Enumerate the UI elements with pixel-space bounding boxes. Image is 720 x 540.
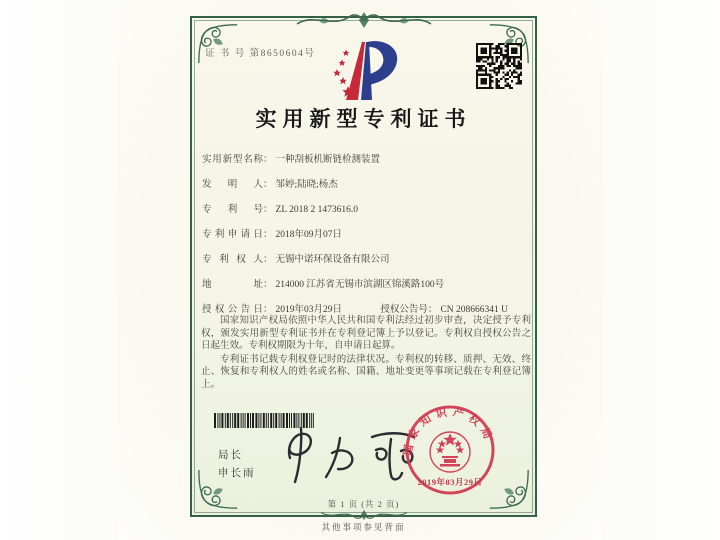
legal-paragraph: 专利证书记载专利权登记时的法律状况。专利权的转移、质押、无效、终止、恢复和专利权人的姓名或名称、国籍、地址变更等事项记载在专利登记簿上。 [201, 354, 531, 390]
corner-flourish-icon [195, 21, 241, 67]
field-colon: ： [263, 255, 273, 265]
field-value: 2018年09月07日 [275, 230, 343, 240]
field-inventors [202, 176, 532, 190]
field-colon: ： [427, 305, 438, 315]
certificate-paper [118, 0, 602, 540]
grant-date-value: 2019年03月29日 [275, 305, 343, 315]
field-value: ZL 2018 2 1473616.0 [275, 205, 359, 215]
commissioner-block [218, 447, 256, 483]
field-patent-number [202, 201, 532, 215]
field-label: 专利号 [202, 205, 263, 215]
field-label: 发明人 [202, 180, 263, 190]
cnipa-patent-logo-icon [323, 36, 407, 108]
field-label: 地址 [202, 280, 263, 290]
seal-date: 2019年03月29日 [417, 477, 483, 487]
field-colon: ： [263, 280, 273, 290]
commissioner-title: 局长 [218, 450, 243, 461]
legal-text [201, 315, 531, 392]
field-colon: ： [263, 205, 273, 215]
field-label: 专利申请日 [202, 230, 263, 240]
field-filing-date [202, 226, 532, 240]
grant-number-value: CN 208666341 U [440, 305, 508, 315]
page-number: 第 1 页 (共 2 页) [327, 499, 400, 509]
field-label: 专利权人 [202, 255, 263, 265]
field-label: 实用新型名称 [202, 155, 263, 165]
certificate-frame [190, 16, 537, 517]
field-colon: ： [263, 305, 273, 315]
certificate-title: 实用新型专利证书 [255, 107, 472, 131]
field-patentee [202, 251, 532, 265]
grant-number-label: 授权公告号 [380, 305, 428, 315]
qr-code-icon [476, 43, 522, 89]
field-value: 邹婷;陆晓;杨杰 [275, 180, 338, 190]
field-colon: ： [263, 230, 273, 240]
field-utility-name [202, 151, 532, 165]
seal-org-text: 国家知识产权局 [402, 406, 496, 457]
back-side-note: 其他事项参见背面 [321, 522, 406, 532]
commissioner-name: 申长雨 [218, 468, 256, 479]
field-colon: ： [263, 155, 273, 165]
field-address [202, 276, 532, 290]
legal-paragraph: 国家知识产权局依照中华人民共和国专利法经过初步审查，决定授予专利权，颁发实用新型专利证书并在专利登记簿上予以登记。专利权自授权公告之日起生效。专利权期限为十年，自申请日起算。 [201, 316, 531, 351]
field-value: 无锡中诺环保设备有限公司 [275, 255, 390, 265]
grant-date-label: 授权公告日 [202, 305, 263, 315]
svg-text:国家知识产权局 [400, 404, 496, 456]
field-grant-info [202, 301, 532, 315]
certificate-number: 证 书 号 第8650604号 [205, 49, 316, 59]
field-value: 214000 江苏省无锡市滨湖区锦溪路100号 [275, 280, 445, 290]
field-value: 一种刮板机断链检测装置 [275, 155, 381, 165]
field-colon: ： [263, 180, 273, 190]
top-border-ornament [289, 9, 439, 31]
